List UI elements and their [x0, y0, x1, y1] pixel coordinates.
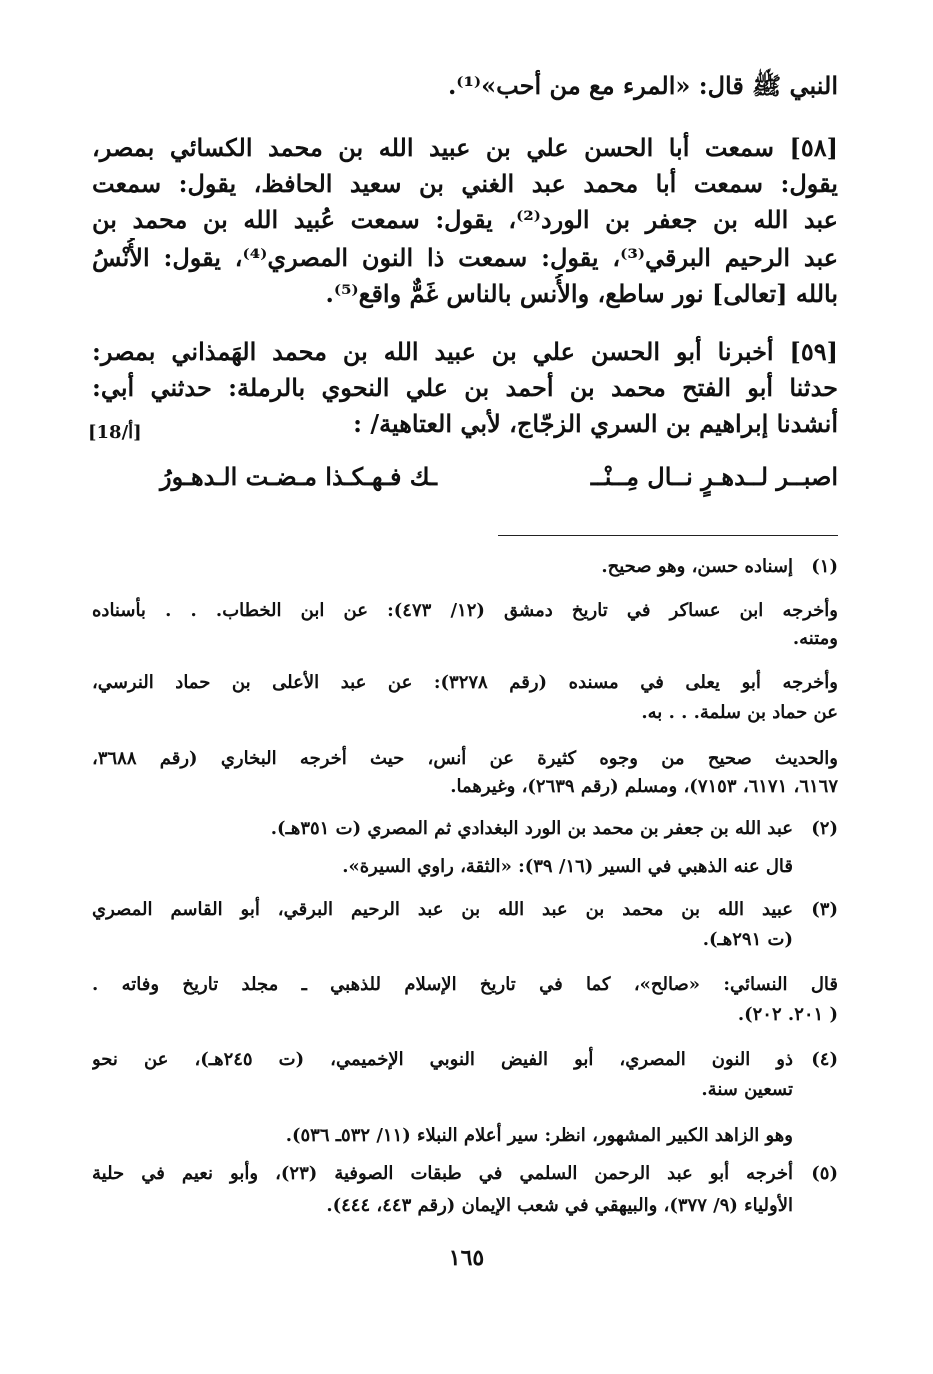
footnote-number-1: (١) — [811, 556, 838, 577]
footnote-number-5: (٥) — [811, 1163, 838, 1184]
footnote-3b-line-1: قال النسائي: «صالح»، كما في تاريخ الإسلام للذهبي ـ مجلد تاريخ وفاته . — [92, 974, 838, 995]
footnote-2-line-1: عبد الله بن جعفر بن محمد بن الورد البغدادي ثم المصري (ت ٣٥١هـ). — [270, 818, 793, 839]
body-line-5: عبد الرحيم البرقي⁽³⁾، يقول: سمعت ذا النون المصري⁽⁴⁾، يقول: الأُنْسُ — [92, 243, 838, 272]
verse-first-hemistich: اصبــر لــدهـرٍ نــال مِــنْــ — [590, 462, 838, 491]
footnote-1b-line-2: ومتنه. — [792, 628, 838, 649]
footnote-number-3: (٣) — [811, 899, 838, 920]
footnote-4b-line-1: وهو الزاهد الكبير المشهور، انظر: سير أعلام النبلاء (١١/ ٥٣٢ـ ٥٣٦). — [285, 1125, 793, 1146]
verse-second-hemistich: ـك فـهـكـذا مـضـت الـدهـورُ — [160, 462, 438, 491]
body-line-9: أنشدنا إبراهيم بن السري الزجّاج، لأبي العتاهية/ : — [353, 409, 838, 438]
footnote-4-line-1: ذو النون المصري، أبو الفيض النوبي الإخميمي، (ت ٢٤٥هـ)، عن نحو — [92, 1049, 793, 1070]
body-line-1: النبي ﷺ قال: «المرء مع من أحب»⁽¹⁾. — [447, 71, 838, 100]
footnote-1d-line-1: والحديث صحيح من وجوه كثيرة عن أنس، حيث أخرجه البخاري (رقم ٣٦٨٨، — [92, 748, 838, 769]
footnote-separator — [498, 535, 838, 536]
footnote-1-line-1: إسناده حسن، وهو صحيح. — [601, 556, 793, 577]
footnote-1c-line-1: وأخرجه أبو يعلى في مسنده (رقم ٣٢٧٨): عن عبد الأعلى بن حماد النرسي، — [92, 672, 838, 693]
footnote-5-line-2: الأولياء (٩/ ٣٧٧)، والبيهقي في شعب الإيمان (رقم ٤٤٣، ٤٤٤). — [326, 1195, 793, 1216]
footnote-1d-line-2: ٦١٦٧، ٦١٧١، ٧١٥٣)، ومسلم (رقم ٢٦٣٩)، وغيرهما. — [450, 776, 838, 797]
body-line-7: [٥٩] أخبرنا أبو الحسن علي بن عبيد الله بن محمد الهَمذاني بمصر: — [92, 337, 838, 366]
footnote-3b-line-2: ( ٢٠١. ٢٠٢). — [737, 1004, 838, 1025]
footnote-3-line-2: (ت ٢٩١هـ). — [702, 929, 793, 950]
body-line-4: عبد الله بن جعفر بن الورد⁽²⁾، يقول: سمعت عُبيد الله بن محمد بن — [92, 205, 838, 234]
footnote-1c-line-2: عن حماد بن سلمة. . . به. — [641, 702, 838, 723]
footnote-4-line-2: تسعين سنة. — [701, 1079, 793, 1100]
body-line-3: يقول: سمعت أبا محمد عبد الغني بن سعيد الحافظ، يقول: سمعت — [92, 169, 838, 198]
footnote-3-line-1: عبيد الله بن محمد بن عبد الله بن عبد الرحيم البرقي، أبو القاسم المصري — [92, 899, 793, 920]
footnote-number-2: (٢) — [811, 818, 838, 839]
page-number: ١٦٥ — [448, 1245, 485, 1271]
body-line-8: حدثنا أبو الفتح محمد بن أحمد بن علي النحوي بالرملة: حدثني أبي: — [92, 373, 838, 402]
footnote-2b-line-1: قال عنه الذهبي في السير (١٦/ ٣٩): «الثقة، راوي السيرة». — [342, 856, 793, 877]
footnote-number-4: (٤) — [811, 1049, 838, 1070]
footnote-1b-line-1: وأخرجه ابن عساكر في تاريخ دمشق (١٢/ ٤٧٣): عن ابن الخطاب. . . بأسناده — [92, 600, 838, 621]
manuscript-folio-note: [18/أ] — [88, 422, 142, 443]
body-line-2: [٥٨] سمعت أبا الحسن علي بن عبيد الله بن محمد الكسائي بمصر، — [92, 133, 838, 162]
footnote-5-line-1: أخرجه أبو عبد الرحمن السلمي في طبقات الصوفية (٢٣)، وأبو نعيم في حلية — [92, 1163, 793, 1184]
body-line-6: بالله [تعالى] نور ساطع، والأُنس بالناس غَمٌّ واقع⁽⁵⁾. — [325, 279, 838, 308]
